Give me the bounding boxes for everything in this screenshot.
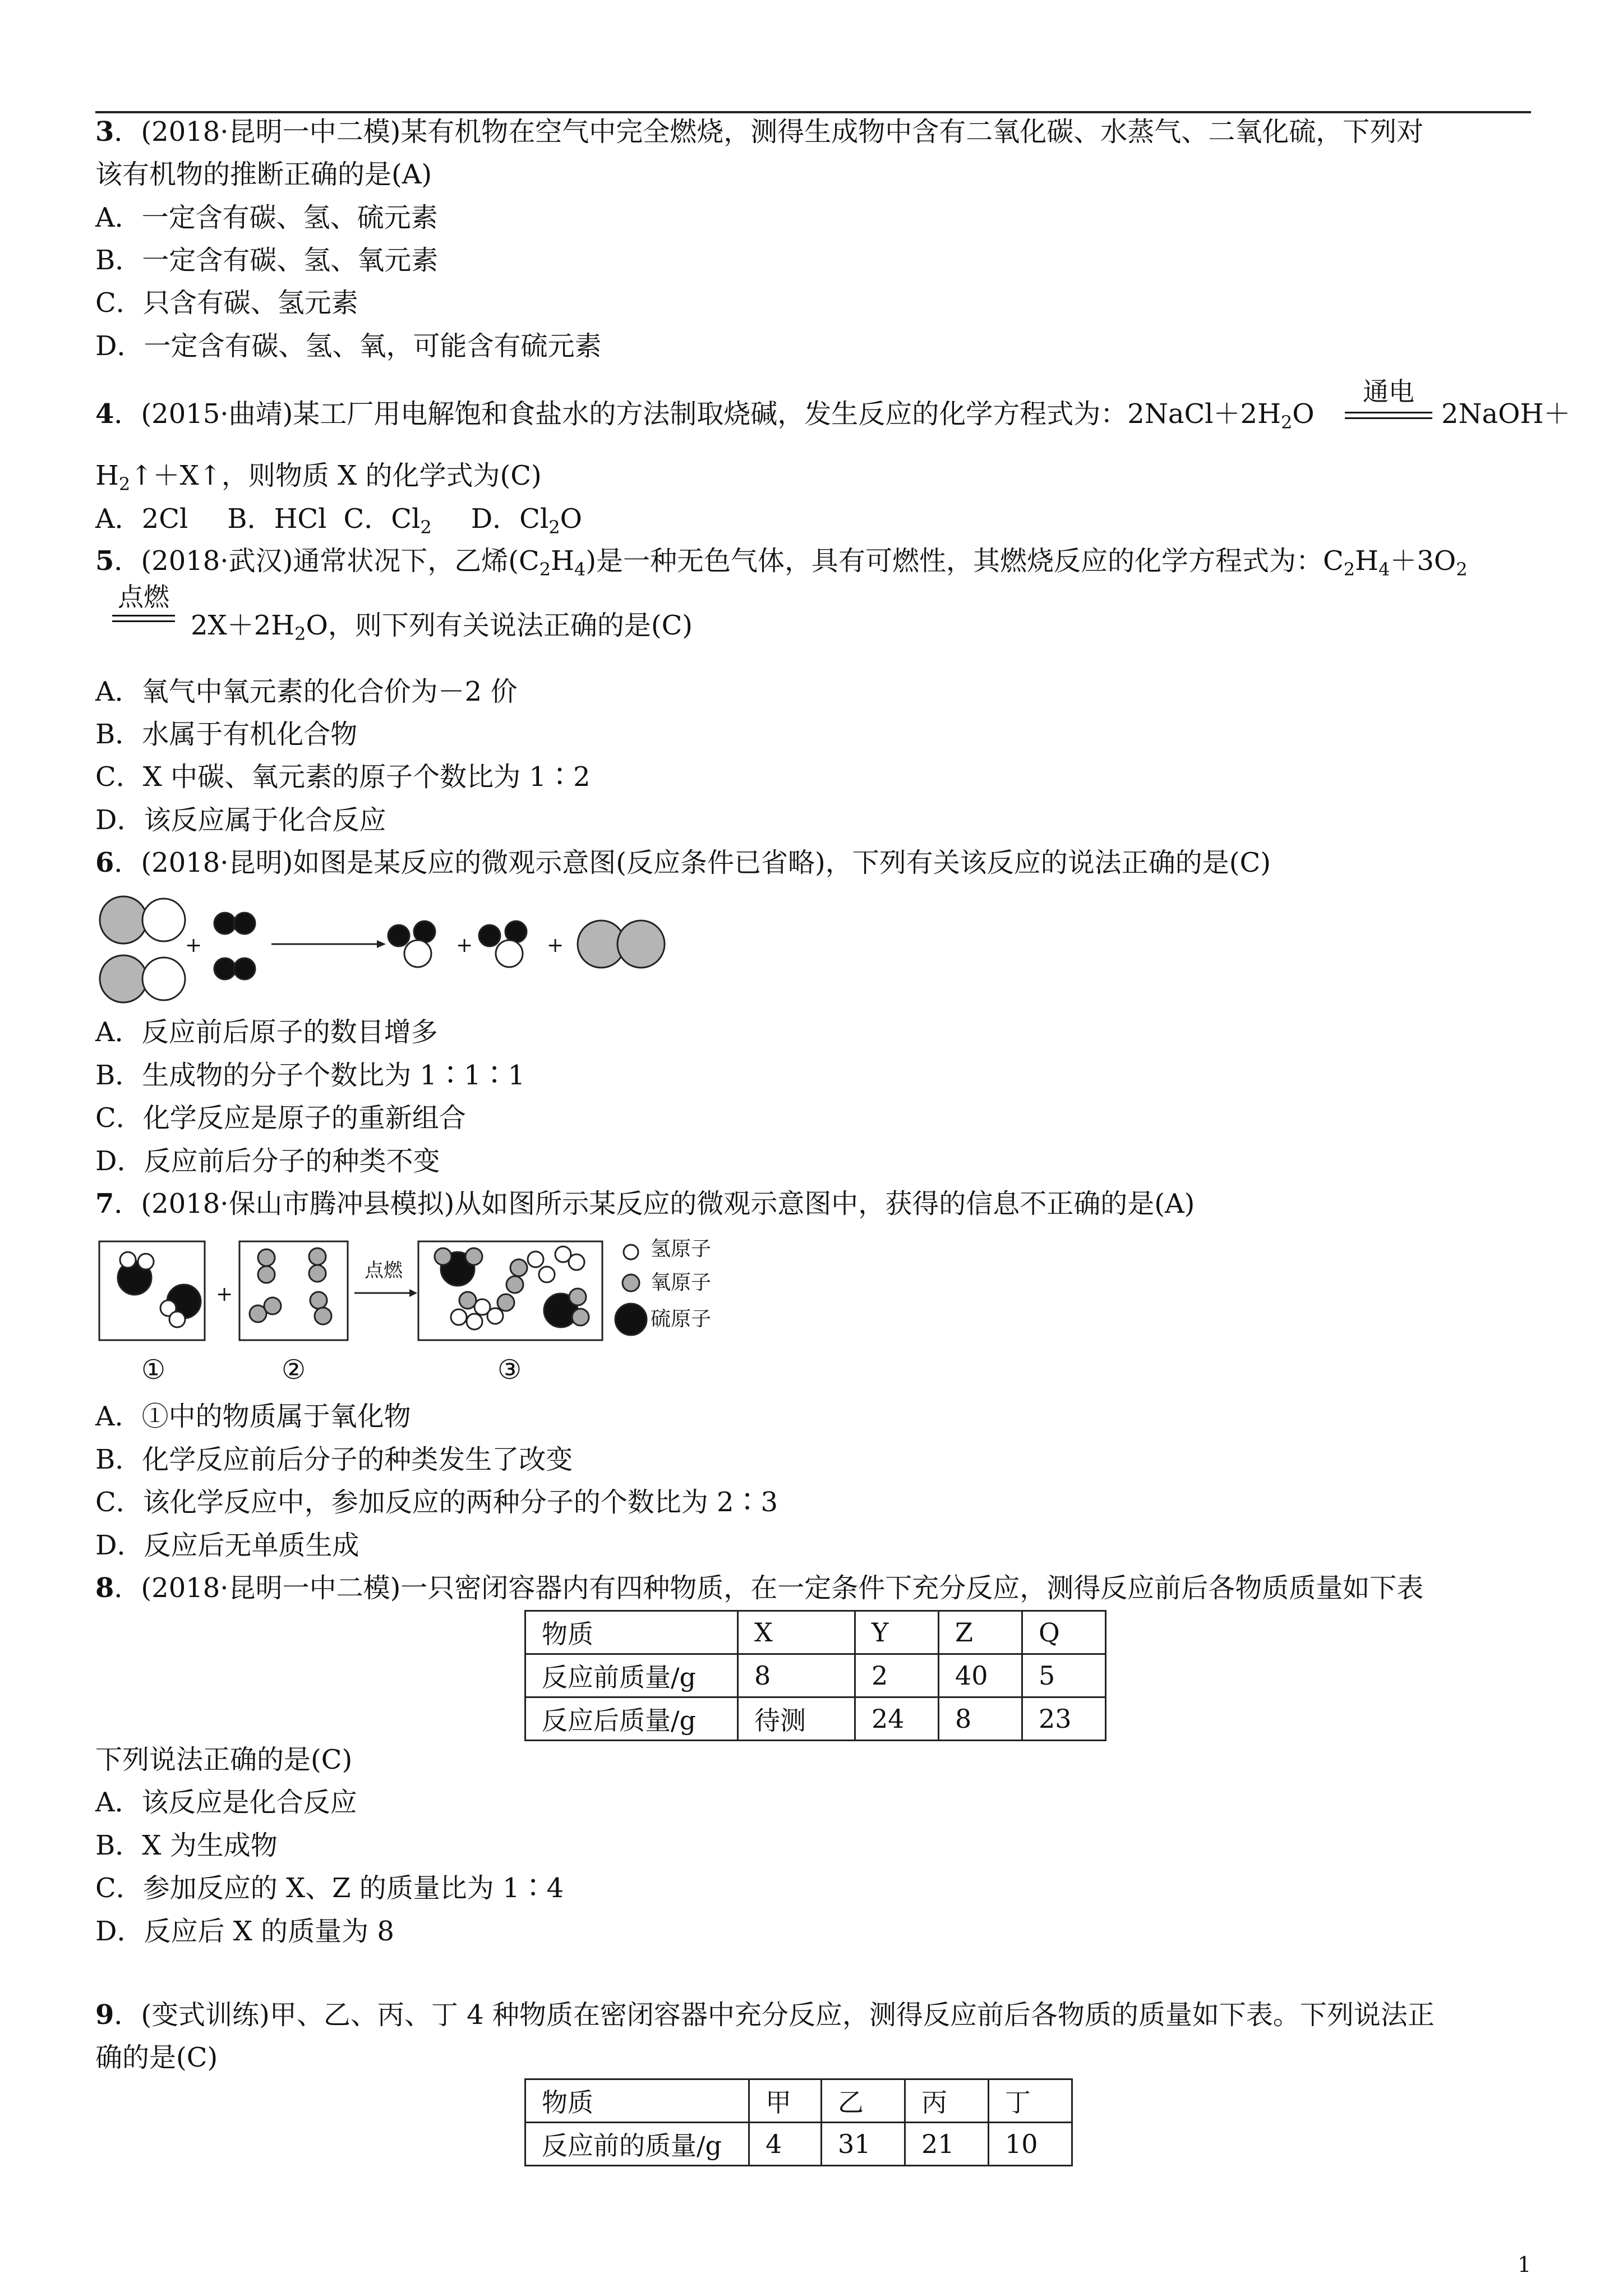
q3-stem-line2: 该有机物的推断正确的是(A) [95,159,432,190]
q4-option-b: B．HCl [227,503,327,535]
q7-oxygen-atom [309,1265,326,1282]
q7-oxygen-atom [310,1292,327,1309]
q3-number: 3 [95,116,114,148]
q7-plus: + [216,1283,233,1306]
page-number: 1 [1518,2252,1532,2277]
q8-option-a: A．该反应是化合反应 [95,1787,357,1818]
q7-hydrogen-atom [487,1308,503,1324]
q5-option-c: C．X 中碳、氧元素的原子个数比为 1∶2 [95,761,591,793]
q7-option-c: C．该化学反应中，参加反应的两种分子的个数比为 2∶3 [95,1487,778,1518]
q7-oxygen-atom [315,1308,331,1324]
q4-stem-line1: 4．(2015·曲靖)某工厂用电解饱和食盐水的方法制取烧碱，发生反应的化学方程式为：$2NaCl+2H_2O$ [95,398,1315,433]
q7-oxygen-atom [569,1289,586,1305]
q4-option-a: A．2Cl [95,503,188,535]
q6-plus-3: + [547,934,564,957]
q4-options [95,502,582,544]
q6-white-atom [142,958,185,1000]
q7-legend-sulfur: 硫原子 [651,1308,712,1331]
q7-arrow-label: 点燃 [365,1259,403,1282]
q5-number: 5 [95,545,114,577]
q7-oxygen-atom [459,1292,476,1309]
q5-stem-line2: $2X+2H_2O$，则下列有关说法正确的是(C) [191,610,693,645]
q7-sulfur-atom [167,1285,201,1318]
q7-legend-sulfur-icon [615,1304,647,1335]
q6-option-d: D．反应前后分子的种类不变 [95,1145,440,1177]
q5-option-b: B．水属于有机化合物 [95,719,358,750]
table-row: 物质 X Y Z Q [525,1611,1106,1654]
q3-option-b: B．一定含有碳、氢、氧元素 [95,245,439,276]
q6-white-atom [496,940,523,967]
q6-option-b: B．生成物的分子个数比为 1∶1∶1 [95,1060,525,1091]
q6-number: 6 [95,847,114,878]
q7-sulfur-atom [544,1294,578,1327]
q4-option-c: C．$Cl_2$ [343,503,432,538]
q7-oxygen-atom [264,1297,281,1314]
q7-oxygen-atom [250,1305,266,1322]
q5-option-a: A．氧气中氧元素的化合价为－2 价 [95,676,518,707]
q7-label-2: ② [282,1354,306,1386]
q6-plus-1: + [185,934,202,957]
q7-hydrogen-atom [138,1254,154,1269]
table-row: 反应后质量/g 待测 24 8 23 [525,1697,1106,1741]
q6-white-atom [404,940,431,967]
q9-stem-line2: 确的是(C) [95,2042,218,2073]
q7-oxygen-atom [510,1259,527,1276]
q4-product: 2NaOH＋ [1441,398,1571,430]
q7-sulfur-atom [441,1252,474,1286]
q6-grey-atom [578,921,625,968]
q7-label-3: ③ [497,1354,522,1386]
q8-number: 8 [95,1572,114,1604]
q7-box-2 [239,1241,348,1340]
q5-reaction-condition: 点燃 [112,582,175,611]
q7-option-d: D．反应后无单质生成 [95,1530,359,1561]
q7-oxygen-atom [435,1248,451,1265]
q4-number: 4 [95,398,114,430]
q7-option-b: B．化学反应前后分子的种类发生了改变 [95,1444,573,1475]
q7-hydrogen-atom [120,1252,136,1268]
q6-option-a: A．反应前后原子的数目增多 [95,1016,438,1048]
q7-oxygen-atom [309,1248,326,1265]
table-row: 反应前的质量/g 4 31 21 10 [525,2123,1072,2166]
q7-hydrogen-atom [528,1251,543,1267]
q6-black-atom [234,913,255,934]
q7-legend-oxygen-icon [623,1274,639,1291]
q6-stem: 6．(2018·昆明)如图是某反应的微观示意图(反应条件已省略)，下列有关该反应的说法正确的是(C) [95,847,1271,878]
q6-black-atom [234,958,255,979]
q8-option-c: C．参加反应的 X、Z 的质量比为 1∶4 [95,1872,564,1904]
q7-hydrogen-atom [451,1309,467,1325]
q6-grey-atom [100,955,147,1002]
q5-option-d: D．该反应属于化合反应 [95,804,386,836]
q7-oxygen-atom [258,1249,275,1266]
q7-legend-oxygen: 氧原子 [651,1271,712,1294]
q3-option-d: D．一定含有碳、氢、氧，可能含有硫元素 [95,330,602,362]
q6-option-c: C．化学反应是原子的重新组合 [95,1102,466,1134]
q7-sulfur-atom [118,1261,151,1295]
q6-black-atom [505,921,527,942]
q3-stem: (2018·昆明一中二模)某有机物在空气中完全燃烧，测得生成物中含有二氧化碳、水蒸气、二氧化硫，下列对 [141,116,1424,148]
q7-number: 7 [95,1188,114,1220]
q7-hydrogen-atom [539,1267,555,1282]
q7-oxygen-atom [506,1276,523,1293]
q6-grey-atom [617,921,665,968]
q9-stem-line1: 9．(变式训练)甲、乙、丙、丁 4 种物质在密闭容器中充分反应，测得反应前后各物质的质量如下表。下列说法正 [95,1999,1435,2031]
q3-option-c: C．只含有碳、氢元素 [95,287,358,319]
q3-option-a: A．一定含有碳、氢、硫元素 [95,202,438,233]
q8-option-b: B．X 为生成物 [95,1830,278,1861]
q7-hydrogen-atom [569,1254,584,1270]
q9-number: 9 [95,1999,114,2031]
q7-legend-hydrogen: 氢原子 [651,1237,712,1260]
q4-reaction-condition: 通电 [1345,377,1432,406]
q9-data-table [524,2078,1073,2166]
q4-option-d: D．$Cl_2O$ [471,503,582,538]
table-row: 物质 甲 乙 丙 丁 [525,2079,1072,2123]
table-row: 反应前质量/g 8 2 40 5 [525,1654,1106,1697]
q7-hydrogen-atom [474,1299,490,1315]
q5-stem-line1: 5．(2018·武汉)通常状况下，乙烯$(C_2H_4)$是一种无色气体，具有可燃性，其燃烧反应的化学方程式为：$C_2H_4+3O_2$ [95,545,1468,580]
q7-oxygen-atom [497,1294,514,1311]
q8-stem: 8．(2018·昆明一中二模)一只密闭容器内有四种物质，在一定条件下充分反应，测得反应前后各物质质量如下表 [95,1572,1424,1604]
q7-oxygen-atom [258,1266,275,1283]
q6-grey-atom [100,896,147,944]
q7-box-3 [418,1241,602,1340]
q6-black-atom [414,921,435,942]
q7-label-1: ① [141,1354,166,1386]
q7-hydrogen-atom [169,1312,185,1327]
q7-option-a: A．①中的物质属于氧化物 [95,1401,411,1432]
q7-hydrogen-atom [467,1314,482,1329]
q6-black-atom [214,913,236,934]
q7-box-1 [99,1241,205,1340]
q6-plus-2: + [456,934,473,957]
q6-black-atom [388,925,409,946]
q6-black-atom [214,958,236,979]
q8-prompt: 下列说法正确的是(C) [95,1744,353,1775]
q8-option-d: D．反应后 X 的质量为 8 [95,1916,394,1947]
q7-legend-hydrogen-icon [624,1245,638,1259]
q7-oxygen-atom [572,1309,589,1326]
q4-stem-line2: $H_2↑+X↑$，则物质 X 的化学式为(C) [95,460,542,495]
q7-stem: 7．(2018·保山市腾冲县模拟)从如图所示某反应的微观示意图中，获得的信息不正确的是(A) [95,1188,1195,1220]
q6-white-atom [142,899,185,941]
q7-hydrogen-atom [555,1246,571,1262]
q7-oxygen-atom [465,1248,482,1265]
q8-data-table [524,1610,1106,1741]
q6-black-atom [479,925,500,946]
q3-stem-line1: 3．(2018·昆明一中二模)某有机物在空气中完全燃烧，测得生成物中含有二氧化碳、水蒸气、二氧化硫，下列对 [95,116,1424,148]
top-rule [95,111,1531,113]
q7-hydrogen-atom [160,1300,176,1316]
